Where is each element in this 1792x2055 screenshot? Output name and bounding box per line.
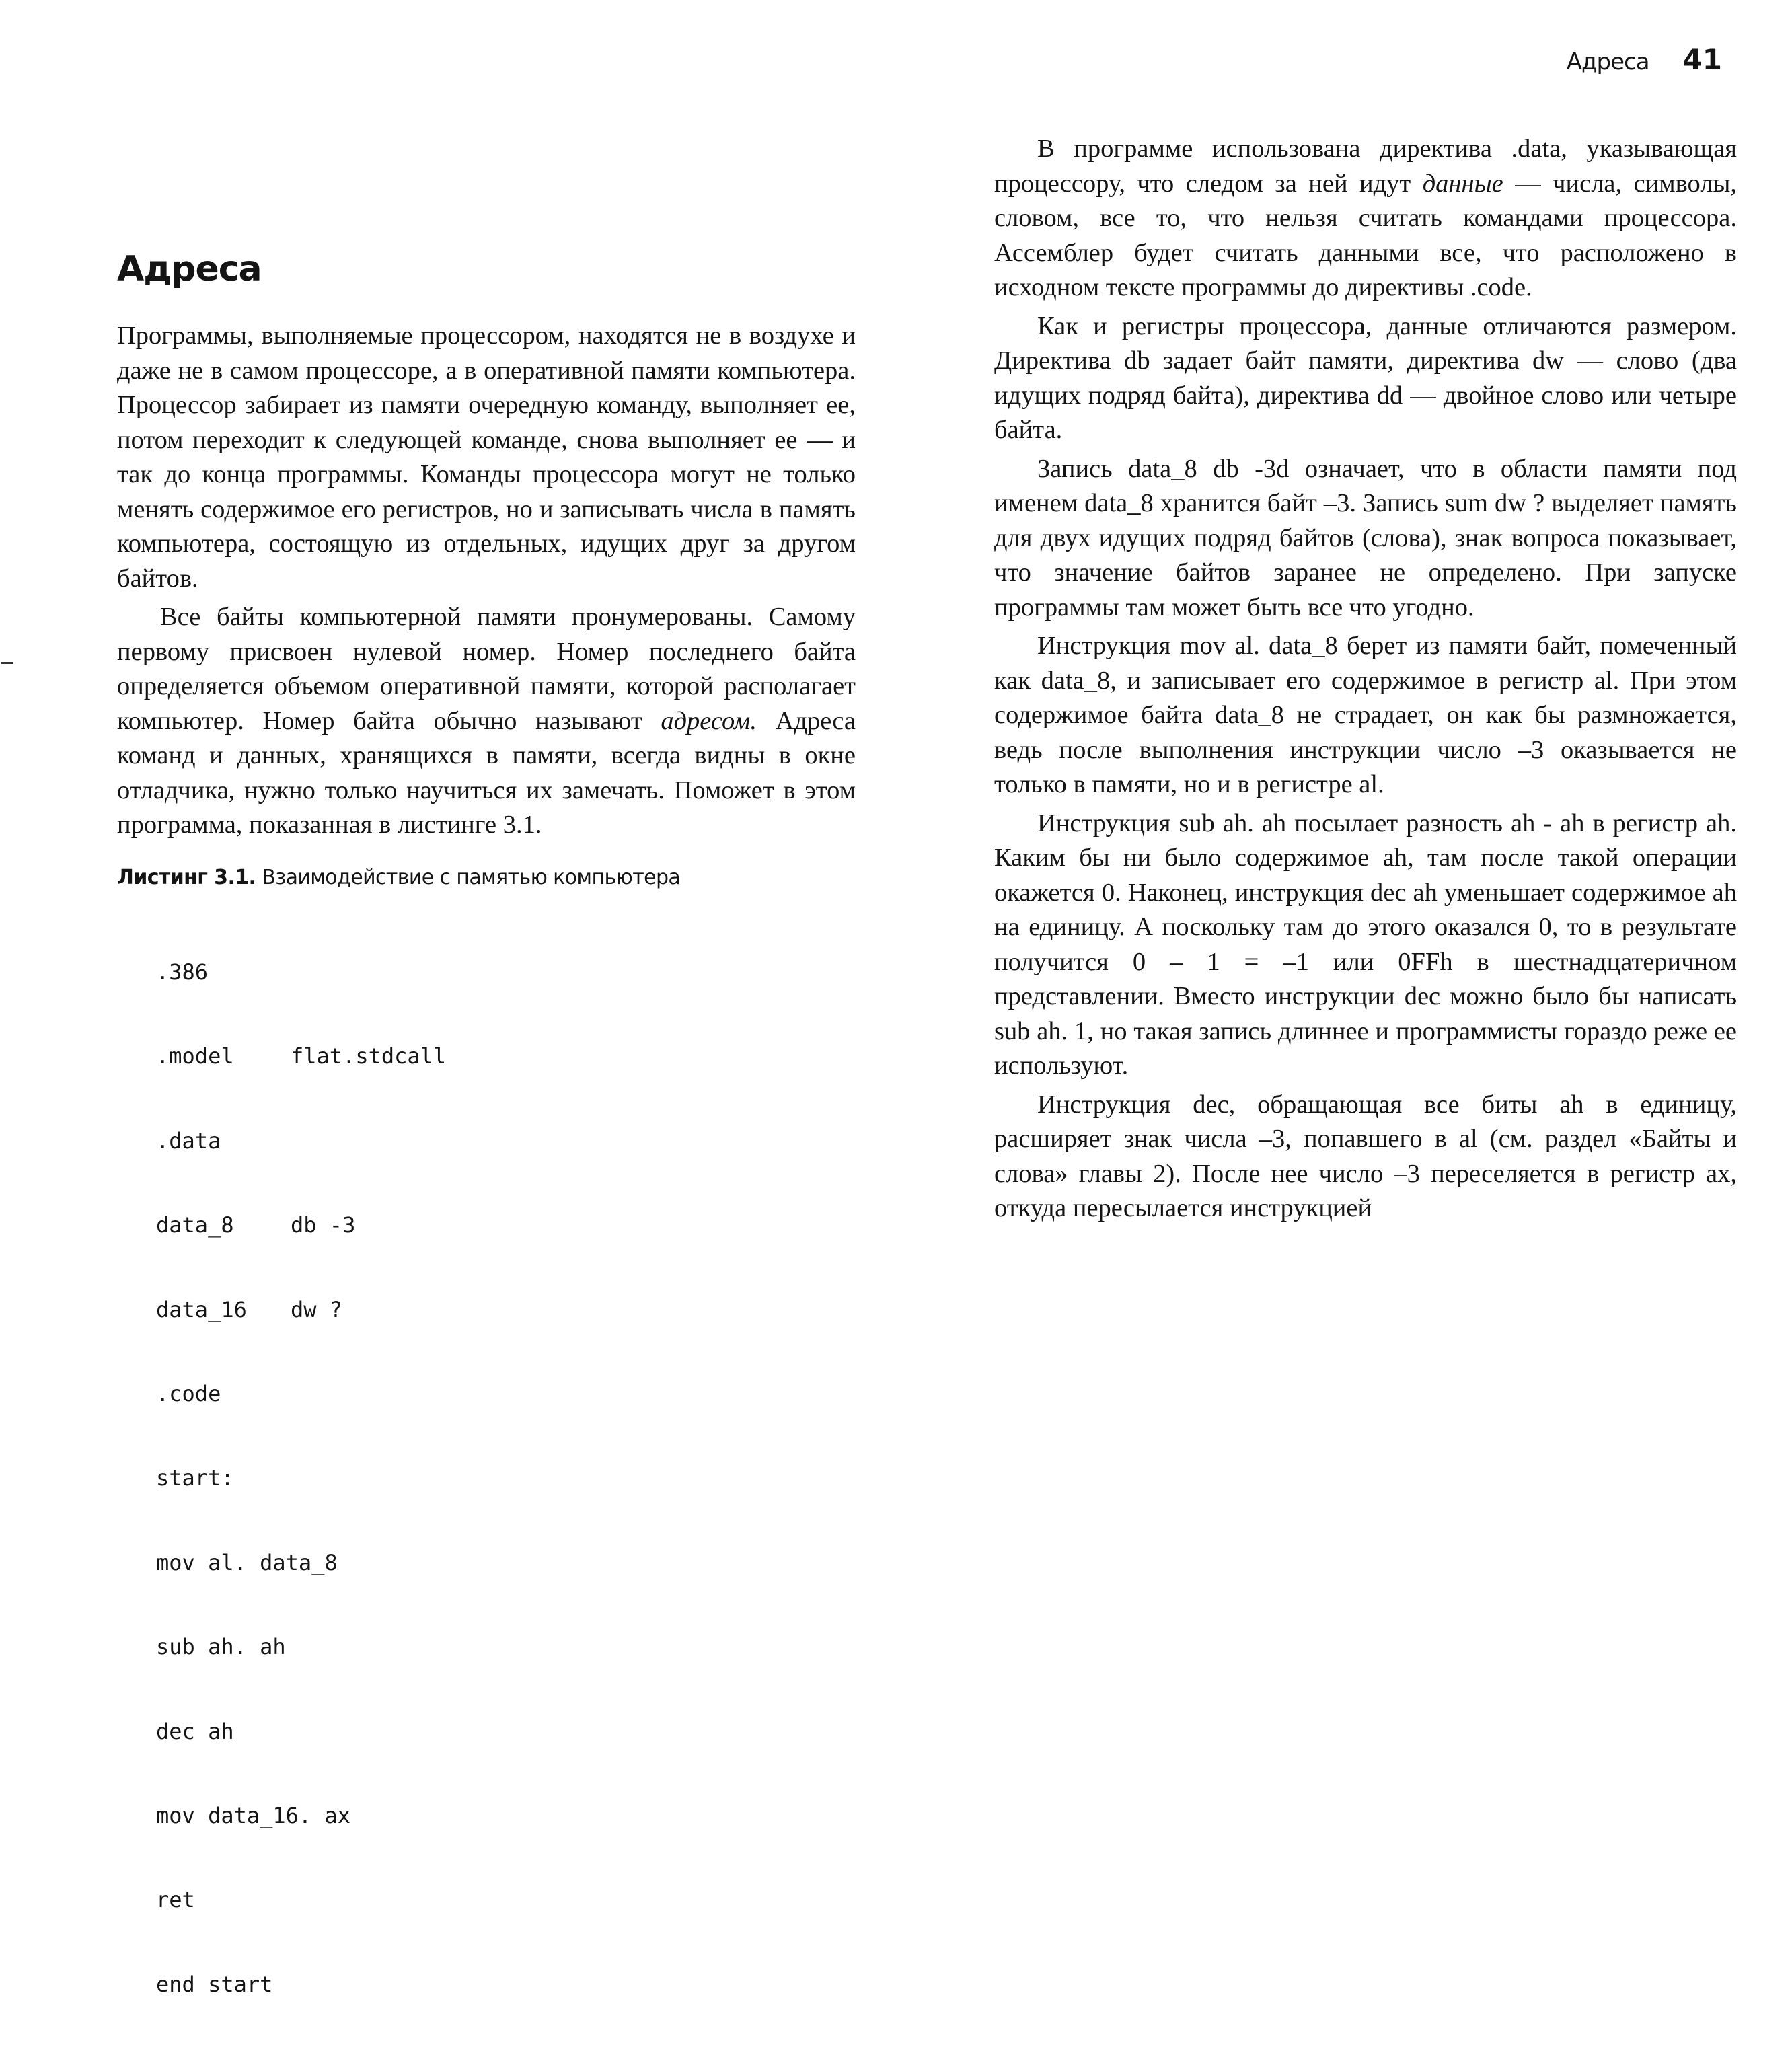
code-line [156,1043,856,1071]
listing-title: Взаимодействие с памятью компьютера [262,866,680,889]
code-line [156,1971,856,1999]
code-line [156,1549,856,1577]
running-header [1567,43,1722,76]
page-number: 41 [1683,43,1722,76]
paragraph-text: — числа, символы, словом, все то, что нельзя считать командами процессора. Ассемблер будет считать данными все, что расположено в исходном тексте программы до директивы .code. [994,170,1737,302]
code-token: start: [156,1464,234,1493]
body-paragraph: Программы, выполняемые процессором, находятся не в воздухе и даже не в самом процессоре, а в оперативной памяти компьютера. Процессор забирает из памяти очередную команду, выполняет ее, потом переходит к следующей команде, снова выполняет ее — и так до конца программы. Команды процессора могут не только менять содержимое его регистров, но и записывать числа в память компьютера, состоящую из отдельных, идущих друг за другом байтов. [117,319,856,596]
code-line [156,1211,856,1240]
code-line [156,959,856,987]
code-line [156,1802,856,1830]
code-line [156,1380,856,1409]
right-column [994,132,1737,1226]
listing-label: Листинг 3.1. [117,866,256,889]
left-column [117,249,856,2055]
body-paragraph: Инструкция mov al. data_8 берет из памяти байт, помеченный как data_8, и записывает его содержимое в регистр al. При этом содержимое байта data_8 не страдает, он как бы размножается, ведь после выполнения инструкции число –3 оказывается не только в памяти, но и в регистре al. [994,629,1737,802]
code-line [156,1296,856,1324]
code-token: ret [156,1886,195,1914]
code-line [156,1718,856,1746]
running-header-title: Адреса [1567,48,1649,75]
listing-caption [117,866,856,889]
body-paragraph: Инструкция dec, обращающая все биты ah в единицу, расширяет знак числа –3, попавшего в al (см. раздел «Байты и слова» главы 2). После нее число –3 переселяется в регистр ax, откуда пересылается инструкцией [994,1088,1737,1226]
code-token: data_16 [156,1296,291,1324]
paragraph-text: В программе использована директива .data, указывающая процессору, что следом за ней идут [994,135,1737,198]
code-token: mov data_16. ax [156,1802,350,1830]
code-token: end start [156,1971,272,1999]
code-line [156,1886,856,1914]
body-paragraph: Запись data_8 db -3d означает, что в области памяти под именем data_8 хранится байт –3. Запись sum dw ? выделяет память для двух идущих подряд байтов (слова), знак вопроса показывает, что значение байтов заранее не определено. При запуске программы там может быть все что угодно. [994,452,1737,626]
code-token: mov al. data_8 [156,1549,338,1577]
code-line [156,1464,856,1493]
emphasis-term: адресом. [661,707,757,735]
code-token: .data [156,1127,221,1156]
section-title: Адреса [117,249,856,289]
scan-artifact-mark [1,662,13,664]
body-paragraph: Как и регистры процессора, данные отличаются размером. Директива db задает байт памяти, директива dw — слово (два идущих подряд байта), директива dd — двойное слово или четыре байта. [994,309,1737,448]
code-token: sub ah. ah [156,1633,286,1661]
code-listing [156,903,856,2055]
code-token: .386 [156,959,208,987]
code-line [156,1633,856,1661]
code-token: db -3 [291,1211,355,1240]
code-token: dw ? [291,1296,342,1324]
code-token: flat.stdcall [291,1043,446,1071]
emphasis-term: данные [1423,170,1503,198]
code-line [156,1127,856,1156]
body-paragraph [994,132,1737,305]
code-token: .model [156,1043,291,1071]
paragraph-text: Все байты компьютерной памяти пронумерованы. Самому первому присвоен нулевой номер. Номер последнего байта определяется объемом оперативной памяти, которой располагает компьютер. Номер байта обычно называют [117,603,856,735]
code-token: data_8 [156,1211,291,1240]
body-paragraph [117,600,856,843]
code-token: .code [156,1380,221,1409]
body-paragraph: Инструкция sub ah. ah посылает разность ah - ah в регистр ah. Каким бы ни было содержимое ah, там после такой операции окажется 0. Наконец, инструкция dec ah уменьшает содержимое ah на единицу. А поскольку там до этого оказался 0, то в результате получится 0 – 1 = –1 или 0FFh в шестнадцатеричном представлении. Вместо инструкции dec можно было бы написать sub ah. 1, но такая запись длиннее и программисты гораздо реже ее используют. [994,807,1737,1084]
paragraph-text: Адреса команд и данных, хранящихся в памяти, всегда видны в окне отладчика, нужно только научиться их замечать. Поможет в этом программа, показанная в листинге 3.1. [117,707,856,839]
code-token: dec ah [156,1718,234,1746]
